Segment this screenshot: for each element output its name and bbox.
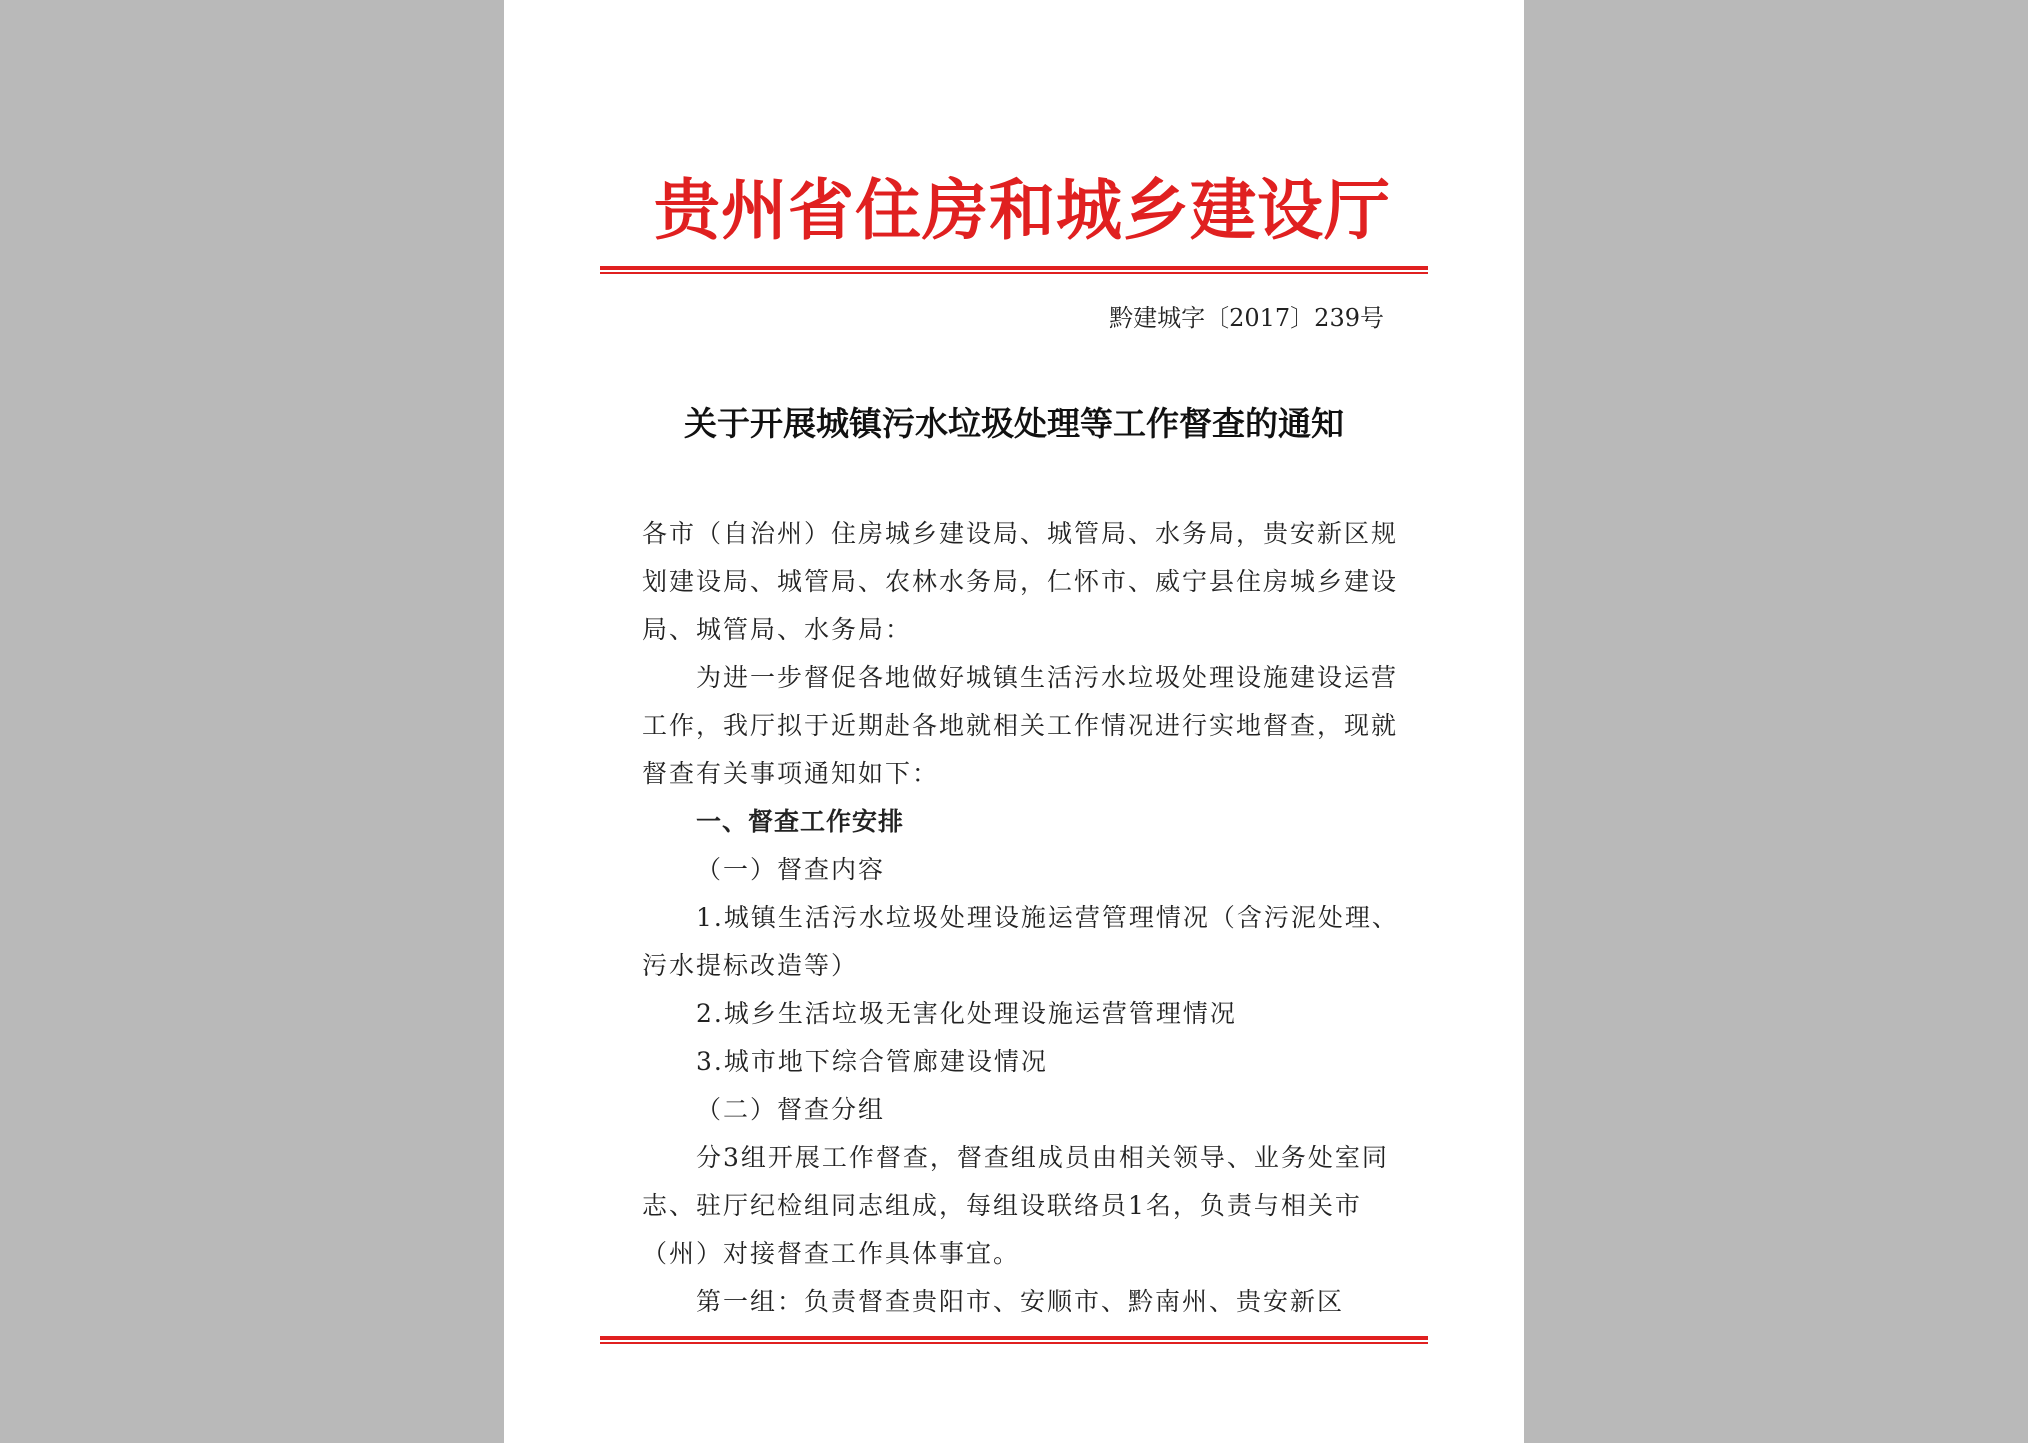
header-red-rule xyxy=(600,266,1428,270)
subsection-heading: （二）督查分组 xyxy=(696,1095,886,1124)
addressee-paragraph: 各市（自治州）住房城乡建设局、城管局、水务局，贵安新区规划建设局、城管局、农林水务局，仁怀市、威宁县住房城乡建设局、城管局、水务局： xyxy=(642,519,1399,644)
document-title: 关于开展城镇污水垃圾处理等工作督查的通知 xyxy=(684,404,1344,443)
list-item: 1.城镇生活污水垃圾处理设施运营管理情况（含污泥处理、污水提标改造等） xyxy=(642,903,1399,980)
document-page xyxy=(504,0,1524,1443)
document-number: 黔建城字〔2017〕239号 xyxy=(1109,304,1384,332)
group-assignment: 第一组：负责督查贵阳市、安顺市、黔南州、贵安新区 xyxy=(696,1287,1345,1316)
list-item: 2.城乡生活垃圾无害化处理设施运营管理情况 xyxy=(696,999,1237,1028)
intro-paragraph: 为进一步督促各地做好城镇生活污水垃圾处理设施建设运营工作，我厅拟于近期赴各地就相关工作情况进行实地督查，现就督查有关事项通知如下： xyxy=(642,663,1399,788)
section-heading: 一、督查工作安排 xyxy=(696,807,905,836)
subsection-heading: （一）督查内容 xyxy=(696,855,886,884)
list-item: 3.城市地下综合管廊建设情况 xyxy=(696,1047,1048,1076)
agency-header-title: 贵州省住房和城乡建设厅 xyxy=(654,171,1391,249)
footer-red-rule xyxy=(600,1336,1428,1340)
header-red-rule-thin xyxy=(600,272,1428,274)
document-body xyxy=(642,510,1402,1326)
grouping-paragraph: 分3组开展工作督查，督查组成员由相关领导、业务处室同志、驻厅纪检组同志组成，每组设联络员1名，负责与相关市（州）对接督查工作具体事宜。 xyxy=(642,1143,1389,1268)
footer-red-rule-thin xyxy=(600,1342,1428,1344)
